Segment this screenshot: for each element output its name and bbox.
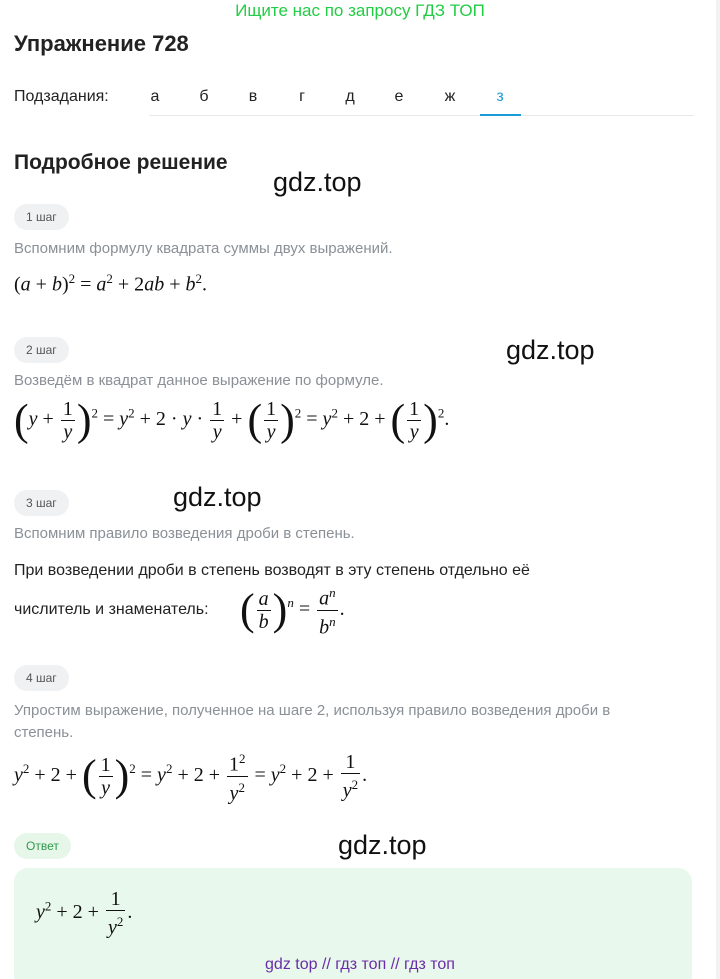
answer-badge: Ответ [14, 833, 71, 859]
step-badge: 4 шаг [14, 665, 69, 691]
formula-square-of-sum: $(a + b)^2 = a^2 + 2ab + b^2$. [14, 271, 207, 296]
subtasks-label: Подзадания: [14, 88, 109, 105]
watermark: gdz.top [273, 167, 362, 197]
subtasks-bar [14, 84, 694, 116]
formula-fraction-power: ( $\frac{a}{b}$ )$^n$ = $\frac{a^n}{b^n}$ . [240, 582, 345, 638]
rule-text-line2: числитель и знаменатель: [14, 601, 209, 618]
active-tab-indicator [480, 114, 521, 116]
step-hint-line1: Упростим выражение, полученное на шаге 2, используя правило возведения дроби в [14, 702, 611, 719]
step-hint: Вспомним правило возведения дроби в степень. [14, 525, 355, 542]
answer-formula: $y^2 + 2$ + $\frac{1}{y^2}$ . [36, 888, 133, 939]
step-badge: 1 шаг [14, 204, 69, 230]
page-title: Упражнение 728 [14, 31, 189, 56]
step-hint: Возведём в квадрат данное выражение по формуле. [14, 372, 384, 389]
tab-b[interactable]: б [199, 88, 209, 105]
tab-zh[interactable]: ж [444, 88, 456, 105]
tab-g[interactable]: г [299, 88, 305, 105]
section-title: Подробное решение [14, 151, 228, 174]
rule-text-line1: При возведении дроби в степень возводят в эту степень отдельно её [14, 562, 530, 579]
footer-links[interactable]: gdz top // гдз топ // гдз топ [265, 956, 455, 973]
tab-e[interactable]: е [394, 88, 404, 105]
step-hint: Вспомним формулу квадрата суммы двух выражений. [14, 240, 393, 257]
tab-d[interactable]: д [345, 88, 355, 105]
tabs-divider [149, 115, 694, 116]
promo-banner[interactable]: Ищите нас по запросу ГДЗ ТОП [235, 1, 485, 20]
formula-step-4: $y^2 + 2$ + ( $\frac{1}{y}$ )$^2 = y^2 + 2$ + $\frac{1^2}{y^2}$ = $y^2 + 2$ + $\frac{1}{y^2}$ . [14, 748, 367, 804]
watermark: gdz.top [506, 335, 595, 365]
step-badge: 3 шаг [14, 490, 69, 516]
tab-a[interactable]: а [150, 88, 160, 105]
formula-step-2: (y + $\frac{1}{y}$ )$^2 = y^2 + 2 \cdot y$ · $\frac{1}{y}$ + ( $\frac{1}{y}$ )$^2 = y^2 + 2$ + ( $\frac{1}{y}$ )$^2$. [14, 395, 450, 445]
step-hint-line2: степень. [14, 724, 74, 741]
watermark: gdz.top [338, 830, 427, 860]
tab-v[interactable]: в [248, 88, 258, 105]
tab-z[interactable]: з [496, 88, 504, 105]
watermark: gdz.top [173, 482, 262, 512]
scrollbar[interactable] [716, 0, 720, 979]
step-badge: 2 шаг [14, 337, 69, 363]
